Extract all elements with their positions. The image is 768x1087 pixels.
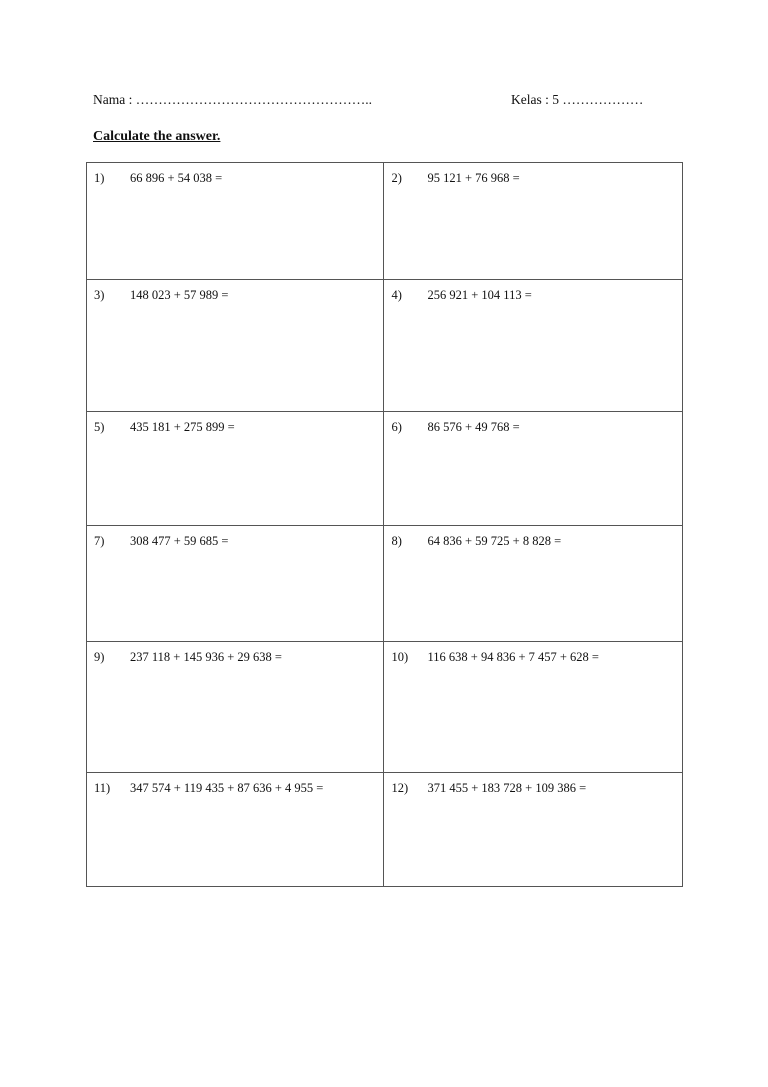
question-cell[interactable] — [384, 412, 683, 526]
question-expression: 256 921 + 104 113 = — [427, 288, 532, 302]
question-cell[interactable] — [87, 163, 384, 280]
question-number: 4) — [391, 288, 402, 302]
question-cell[interactable] — [384, 642, 683, 773]
question-cell[interactable] — [87, 773, 384, 887]
question-number: 1) — [94, 171, 105, 185]
question-expression: 116 638 + 94 836 + 7 457 + 628 = — [427, 650, 599, 664]
header-row — [93, 92, 683, 112]
instruction-heading: Calculate the answer. — [93, 129, 221, 144]
question-expression: 148 023 + 57 989 = — [130, 288, 229, 302]
question-cell[interactable] — [87, 526, 384, 642]
question-row — [87, 526, 683, 642]
question-number: 9) — [94, 650, 105, 664]
question-number: 12) — [391, 781, 409, 795]
question-number: 7) — [94, 534, 105, 548]
question-expression: 308 477 + 59 685 = — [130, 534, 229, 548]
question-cell[interactable] — [384, 163, 683, 280]
question-row — [87, 773, 683, 887]
question-expression: 435 181 + 275 899 = — [130, 420, 235, 434]
question-expression: 237 118 + 145 936 + 29 638 = — [130, 650, 282, 664]
question-number: 6) — [391, 420, 402, 434]
question-number: 5) — [94, 420, 105, 434]
question-expression: 64 836 + 59 725 + 8 828 = — [427, 534, 562, 548]
question-cell[interactable] — [384, 773, 683, 887]
question-number: 11) — [94, 781, 111, 795]
question-cell[interactable] — [87, 412, 384, 526]
question-expression: 86 576 + 49 768 = — [427, 420, 520, 434]
question-row — [87, 642, 683, 773]
question-expression: 371 455 + 183 728 + 109 386 = — [427, 781, 587, 795]
question-number: 3) — [94, 288, 105, 302]
question-cell[interactable] — [384, 280, 683, 412]
question-number: 8) — [391, 534, 402, 548]
question-row — [87, 163, 683, 280]
question-expression: 95 121 + 76 968 = — [427, 171, 520, 185]
question-number: 10) — [391, 650, 409, 664]
name-field: Nama : …………………………………………….. — [93, 92, 372, 107]
class-field: Kelas : 5 ……………… — [511, 92, 644, 107]
question-expression: 66 896 + 54 038 = — [130, 171, 223, 185]
question-cell[interactable] — [384, 526, 683, 642]
question-row — [87, 280, 683, 412]
question-row — [87, 412, 683, 526]
question-expression: 347 574 + 119 435 + 87 636 + 4 955 = — [130, 781, 324, 795]
questions-table — [86, 162, 683, 887]
question-cell[interactable] — [87, 642, 384, 773]
question-cell[interactable] — [87, 280, 384, 412]
question-number: 2) — [391, 171, 402, 185]
